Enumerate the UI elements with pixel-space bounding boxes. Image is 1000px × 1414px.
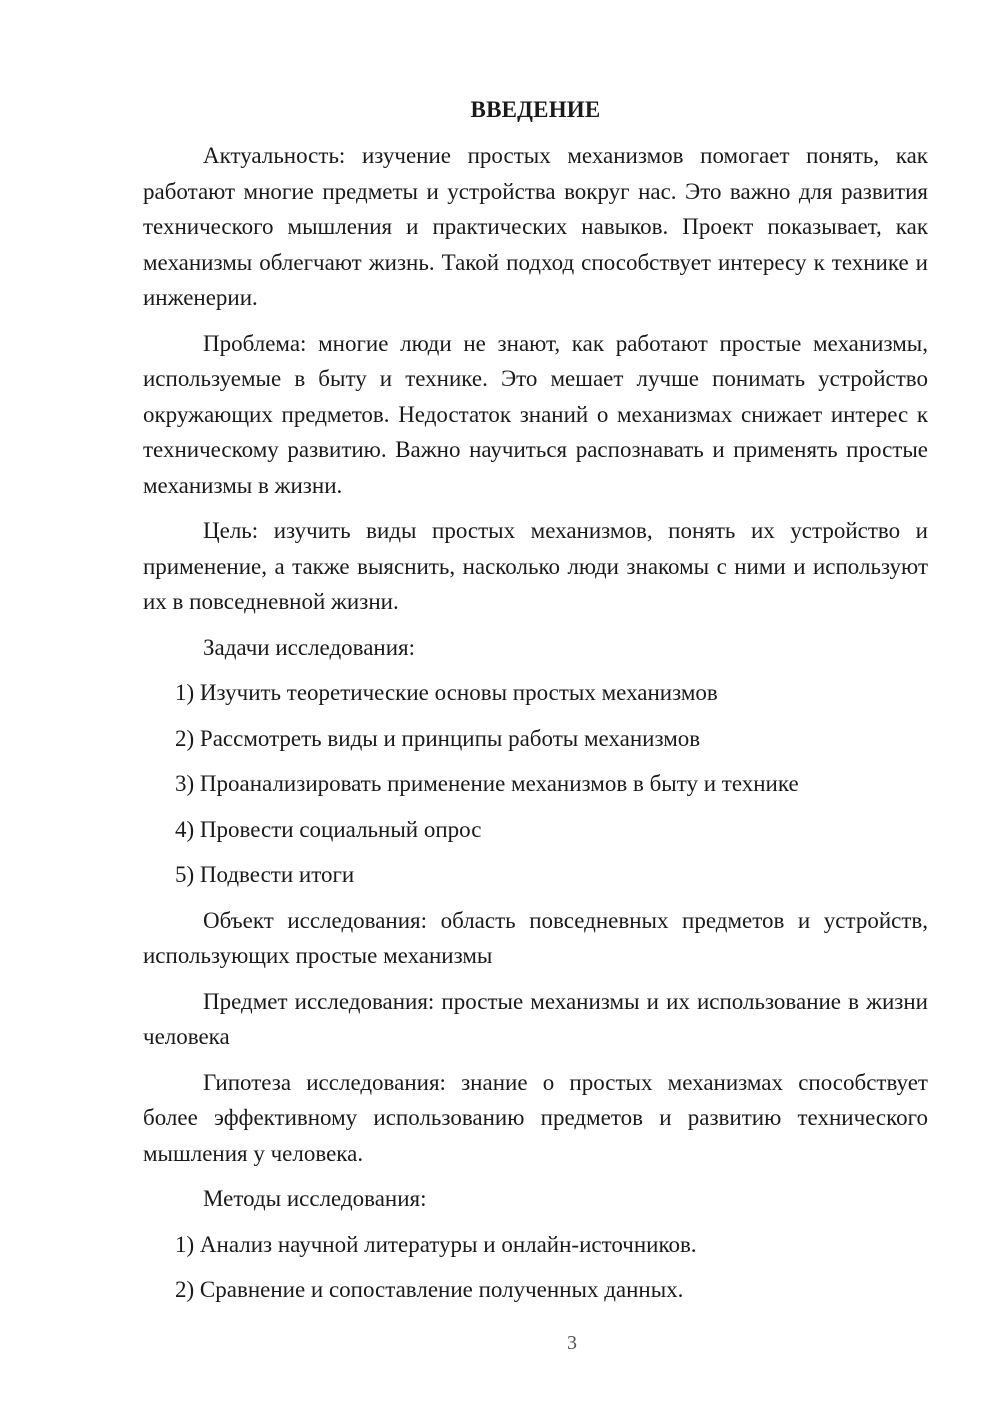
paragraph-subject: Предмет исследования: простые механизмы и их использование в жизни человека xyxy=(143,988,928,1049)
paragraph-tasks-heading: Задачи исследования: xyxy=(203,634,416,660)
list-item-task-3: 3) Проанализировать применение механизмов в быту и технике xyxy=(175,771,799,796)
list-item-task-4: 4) Провести социальный опрос xyxy=(175,816,482,842)
paragraph-object: Объект исследования: область повседневных предметов и устройств, использующих простые механизмы xyxy=(143,907,928,968)
paragraph-methods-heading: Методы исследования: xyxy=(203,1186,427,1211)
paragraph-goal: Цель: изучить виды простых механизмов, понять их устройство и применение, а также выяснить, насколько люди знакомы с ними и используют их в повседневной жизни. xyxy=(143,518,928,614)
list-item-method-1: 1) Анализ научной литературы и онлайн-источников. xyxy=(175,1231,697,1257)
paragraph-relevance: Актуальность: изучение простых механизмов помогает понять, как работают многие предметы и устройства вокруг нас. Это важно для развития технического мышления и практических навыков. Проект показывает, как механизмы облегчают жизнь. Такой подход способствует интересу к технике и инженерии. xyxy=(143,143,928,310)
list-item-task-2: 2) Рассмотреть виды и принципы работы механизмов xyxy=(175,725,701,751)
paragraph-problem: Проблема: многие люди не знают, как работают простые механизмы, используемые в быту и технике. Это мешает лучше понимать устройство окружающих предметов. Недостаток знаний о механизмах снижает интерес к техническому развитию. Важно научиться распознавать и применять простые механизмы в жизни. xyxy=(143,330,928,498)
page-content xyxy=(143,92,928,1318)
list-item-task-1: 1) Изучить теоретические основы простых механизмов xyxy=(175,680,718,705)
list-item-method-2: 2) Сравнение и сопоставление полученных данных. xyxy=(175,1277,684,1302)
paragraph-hypothesis: Гипотеза исследования: знание о простых механизмах способствует более эффективному использованию предметов и развитию технического мышления у человека. xyxy=(143,1069,928,1166)
list-item-task-5: 5) Подвести итоги xyxy=(175,862,355,887)
page-number: 3 xyxy=(567,1332,577,1354)
section-heading: ВВЕДЕНИЕ xyxy=(470,97,601,122)
